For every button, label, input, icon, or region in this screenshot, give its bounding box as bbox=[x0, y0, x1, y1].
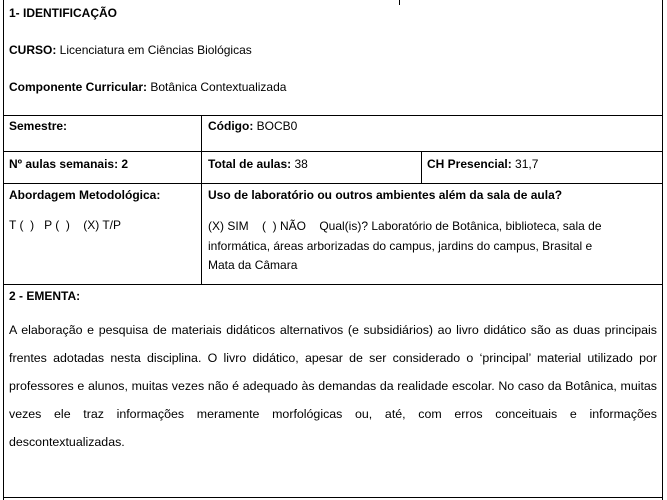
ementa-heading: 2 - EMENTA: bbox=[9, 289, 81, 303]
curso-value: Licenciatura em Ciências Biológicas bbox=[56, 43, 252, 57]
row-line-5 bbox=[3, 497, 663, 498]
laboratorio-answer-line-3: Mata da Câmara bbox=[208, 258, 298, 272]
codigo-value: BOCB0 bbox=[253, 119, 298, 133]
laboratorio-answer-line-2: informática, áreas arborizadas do campus, jardins do campus, Brasital e bbox=[208, 239, 593, 253]
abordagem-options: T ( ) P ( ) (X) T/P bbox=[9, 218, 122, 232]
curso-line bbox=[9, 43, 252, 58]
curso-label: CURSO: bbox=[9, 43, 57, 57]
table-border-left bbox=[3, 0, 4, 500]
total-aulas-label: Total de aulas: bbox=[208, 157, 292, 171]
total-aulas-line bbox=[208, 157, 308, 172]
codigo-line bbox=[208, 119, 297, 134]
ch-presencial-line bbox=[427, 157, 538, 172]
column-line-1 bbox=[201, 115, 202, 284]
componente-line bbox=[9, 80, 286, 95]
ementa-form bbox=[3, 0, 663, 500]
ch-presencial-label: CH Presencial: bbox=[427, 157, 512, 171]
identificacao-heading: 1- IDENTIFICAÇÃO bbox=[9, 6, 117, 20]
aulas-semanais-label: Nº aulas semanais: 2 bbox=[9, 157, 129, 171]
laboratorio-question: Uso de laboratório ou outros ambientes além da sala de aula? bbox=[208, 188, 563, 202]
laboratorio-answer-line-1: (X) SIM ( ) NÃO Qual(is)? Laboratório de Botânica, biblioteca, sala de bbox=[208, 219, 602, 233]
row-line-2 bbox=[3, 151, 663, 152]
abordagem-label: Abordagem Metodológica: bbox=[9, 188, 161, 202]
row-line-3 bbox=[3, 183, 663, 184]
componente-value: Botânica Contextualizada bbox=[147, 80, 287, 94]
row-line-4 bbox=[3, 284, 663, 285]
row-line-1 bbox=[3, 115, 663, 116]
codigo-label: Código: bbox=[208, 119, 254, 133]
table-top-divider bbox=[399, 0, 400, 5]
semestre-label: Semestre: bbox=[9, 119, 68, 133]
total-aulas-value: 38 bbox=[291, 157, 308, 171]
column-line-2 bbox=[421, 151, 422, 183]
componente-label: Componente Curricular: bbox=[9, 80, 148, 94]
ementa-text: A elaboração e pesquisa de materiais didáticos alternativos (e subsidiários) ao livro didático são as duas principais frentes adotadas nesta disciplina. O livro didático, apesar de ser considerado o ‘principal’ material utilizado por professores e alunos, muitas vezes não é adequado às demandas da realidade escolar. No caso da Botânica, muitas vezes ele traz informações meramente morfológicas ou, até, com erros conceituais e informações descontextualizadas. bbox=[9, 323, 657, 449]
ch-presencial-value: 31,7 bbox=[511, 157, 539, 171]
table-border-right bbox=[662, 0, 663, 500]
